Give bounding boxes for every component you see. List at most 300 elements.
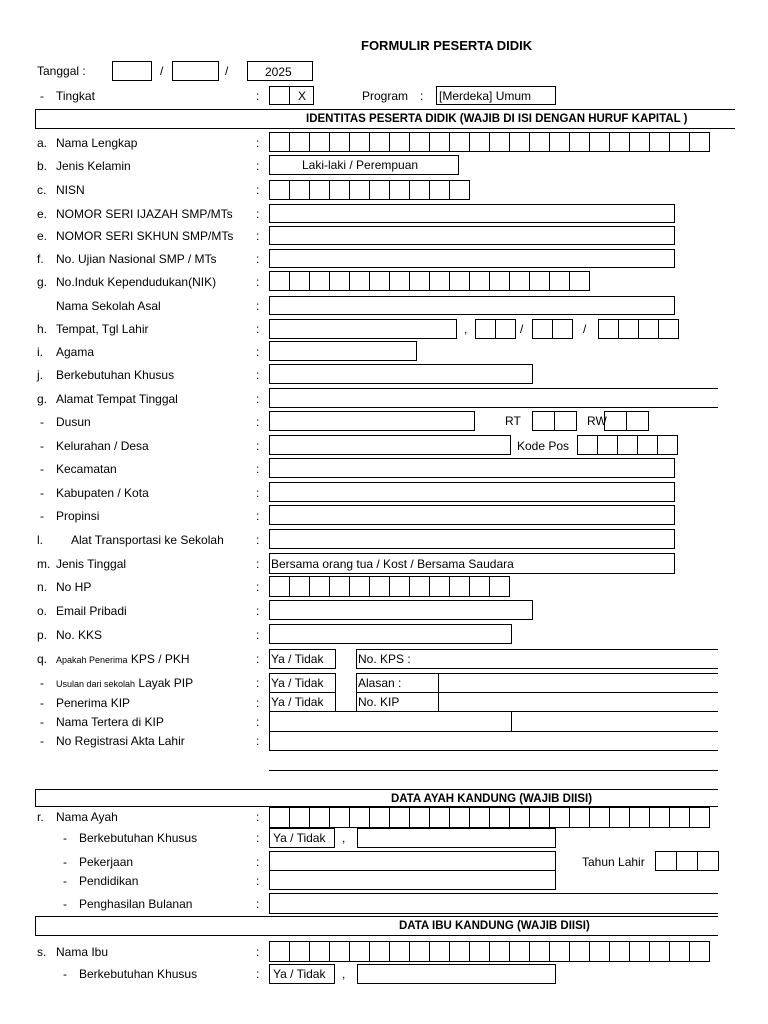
nik-cell[interactable]	[309, 271, 330, 291]
nama-lengkap-cell[interactable]	[309, 132, 330, 152]
tingkat-box-2[interactable]	[289, 86, 314, 105]
nama-ayah-cell[interactable]	[289, 807, 310, 828]
nama-ayah-cell[interactable]	[569, 807, 590, 828]
colon: :	[256, 580, 260, 594]
rt-cell[interactable]	[554, 411, 577, 431]
ayah-tahun-lahir-label: Tahun Lahir	[582, 855, 645, 869]
rt-label: RT	[505, 414, 521, 428]
colon: :	[256, 183, 260, 197]
ayah-bk-value: Ya / Tidak	[273, 831, 326, 845]
nama-lengkap-cell[interactable]	[629, 132, 650, 152]
field-prefix: m.	[37, 557, 51, 571]
kps-label-small: Apakah Penerima	[56, 655, 128, 665]
nisn-cell[interactable]	[309, 180, 330, 200]
ayah-penghasilan-label: Penghasilan Bulanan	[79, 897, 193, 911]
nama-ayah-cell[interactable]	[669, 807, 690, 828]
kode-pos-label: Kode Pos	[517, 439, 570, 453]
nisn-cell[interactable]	[269, 180, 290, 200]
no-hp-cell[interactable]	[389, 576, 410, 597]
tgl-lahir-year-cell[interactable]	[638, 319, 659, 339]
tanggal-year-value: 2025	[265, 65, 292, 79]
nama-ibu-cell[interactable]	[369, 941, 390, 962]
ayah-pendidikan-box[interactable]	[269, 870, 556, 890]
comma: ,	[464, 322, 468, 336]
nama-ibu-label: Nama Ibu	[56, 945, 109, 959]
nama-lengkap-cell[interactable]	[429, 132, 450, 152]
nama-ibu-cell[interactable]	[609, 941, 630, 962]
tgl-lahir-day-cell[interactable]	[475, 319, 496, 339]
colon: :	[256, 652, 260, 666]
ayah-tahun-lahir-cell[interactable]	[697, 851, 719, 871]
dash: -	[40, 734, 44, 748]
section-ayah-title: DATA AYAH KANDUNG (WAJIB DIISI)	[391, 793, 593, 805]
kode-pos-cell[interactable]	[657, 435, 678, 455]
colon: :	[256, 696, 260, 710]
nama-ayah-cell[interactable]	[489, 807, 510, 828]
field-prefix: -	[40, 415, 44, 429]
tanggal-month-box[interactable]	[172, 61, 219, 81]
nama-ayah-cell[interactable]	[369, 807, 390, 828]
tgl-lahir-year-cell[interactable]	[658, 319, 679, 339]
colon: :	[256, 557, 260, 571]
field-label: No. KKS	[56, 628, 103, 642]
date-separator: /	[583, 322, 587, 336]
no-hp-cell[interactable]	[489, 576, 510, 597]
section-ibu-title: DATA IBU KANDUNG (WAJIB DIISI)	[399, 920, 590, 932]
colon: :	[256, 855, 260, 869]
field-prefix: c.	[37, 183, 47, 197]
field-label: Propinsi	[56, 509, 100, 523]
colon: :	[256, 89, 260, 103]
jenis-kelamin-box[interactable]	[269, 155, 459, 175]
nama-ayah-cell[interactable]	[649, 807, 670, 828]
date-separator: /	[160, 64, 164, 78]
colon: :	[256, 945, 260, 959]
nama-lengkap-cell[interactable]	[669, 132, 690, 152]
no-kps-label: No. KPS :	[358, 652, 411, 666]
ujian-nasional-box[interactable]	[269, 249, 675, 268]
no-hp-cell[interactable]	[269, 576, 290, 597]
nama-ibu-cell[interactable]	[569, 941, 590, 962]
kelurahan-box[interactable]	[269, 435, 511, 455]
nama-ibu-cell[interactable]	[449, 941, 470, 962]
colon: :	[256, 486, 260, 500]
nama-ayah-cell[interactable]	[689, 807, 710, 828]
nik-cell[interactable]	[489, 271, 510, 291]
kip-yes-no-box[interactable]	[269, 692, 336, 712]
tanggal-year-box[interactable]	[247, 61, 313, 81]
colon: :	[256, 136, 260, 150]
nama-lengkap-cell[interactable]	[389, 132, 410, 152]
nama-ibu-cell[interactable]	[509, 941, 530, 962]
nama-lengkap-cell[interactable]	[589, 132, 610, 152]
field-label: Kelurahan / Desa	[56, 439, 149, 453]
colon: :	[256, 676, 260, 690]
section-identitas-title: IDENTITAS PESERTA DIDIK (WAJIB DI ISI DENGAN HURUF KAPITAL )	[306, 113, 688, 125]
field-prefix: -	[40, 509, 44, 523]
tgl-lahir-day-cell[interactable]	[495, 319, 516, 339]
nama-ibu-cell[interactable]	[489, 941, 510, 962]
field-label: Agama	[56, 345, 95, 359]
field-prefix: b.	[37, 159, 48, 173]
tgl-lahir-month-cell[interactable]	[532, 319, 553, 339]
akta-label: No Registrasi Akta Lahir	[56, 734, 185, 748]
dash: -	[63, 897, 67, 911]
email-box[interactable]	[269, 600, 533, 620]
kps-yes-no-box[interactable]	[269, 649, 336, 669]
nik-cell[interactable]	[289, 271, 310, 291]
jenis-tinggal-value: Bersama orang tua / Kost / Bersama Saudara	[271, 557, 514, 571]
field-prefix: n.	[37, 580, 48, 594]
nama-lengkap-cell[interactable]	[449, 132, 470, 152]
nik-cell[interactable]	[529, 271, 550, 291]
no-hp-cell[interactable]	[409, 576, 430, 597]
field-prefix: -	[40, 462, 44, 476]
field-label: Nama Sekolah Asal	[56, 299, 161, 313]
ayah-bk-detail-box[interactable]	[357, 828, 556, 848]
nama-ayah-cell[interactable]	[409, 807, 430, 828]
field-label: Jenis Kelamin	[56, 159, 131, 173]
nama-ibu-cell[interactable]	[269, 941, 290, 962]
field-label: No HP	[56, 580, 92, 594]
field-label: Dusun	[56, 415, 91, 429]
nama-ayah-cell[interactable]	[309, 807, 330, 828]
no-hp-cell[interactable]	[329, 576, 350, 597]
tempat-lahir-box[interactable]	[269, 319, 457, 339]
nisn-cell[interactable]	[329, 180, 350, 200]
nama-lengkap-cell[interactable]	[549, 132, 570, 152]
kode-pos-cell[interactable]	[637, 435, 658, 455]
ayah-bk-box[interactable]	[269, 828, 335, 848]
tingkat-label: Tingkat	[56, 89, 95, 103]
ibu-bk-box[interactable]	[269, 964, 335, 984]
colon: :	[256, 322, 260, 336]
nama-lengkap-cell[interactable]	[489, 132, 510, 152]
tgl-lahir-year-cell[interactable]	[618, 319, 639, 339]
no-hp-cell[interactable]	[469, 576, 490, 597]
nik-cell[interactable]	[349, 271, 370, 291]
ibu-bk-value: Ya / Tidak	[273, 967, 326, 981]
field-prefix: -	[40, 439, 44, 453]
colon: :	[256, 967, 260, 981]
ayah-pekerjaan-label: Pekerjaan	[79, 855, 134, 869]
field-label: NOMOR SERI SKHUN SMP/MTs	[56, 229, 234, 243]
nama-ayah-cell[interactable]	[389, 807, 410, 828]
field-prefix: p.	[37, 628, 48, 642]
nama-ayah-cell[interactable]	[449, 807, 470, 828]
dash: -	[40, 89, 44, 103]
program-label: Program	[362, 89, 409, 103]
nisn-cell[interactable]	[429, 180, 450, 200]
kps-label: KPS / PKH	[130, 652, 190, 666]
kode-pos-cell[interactable]	[597, 435, 618, 455]
nama-ibu-cell[interactable]	[329, 941, 350, 962]
dash: -	[40, 676, 44, 690]
nik-cell[interactable]	[469, 271, 490, 291]
dash: -	[63, 831, 67, 845]
colon: :	[420, 89, 424, 103]
pip-label: Layak PIP	[138, 676, 194, 690]
nama-ibu-cell[interactable]	[589, 941, 610, 962]
nik-cell[interactable]	[369, 271, 390, 291]
no-hp-cell[interactable]	[449, 576, 470, 597]
field-label: Nama Lengkap	[56, 136, 138, 150]
tingkat-value: X	[298, 89, 307, 103]
nama-ayah-cell[interactable]	[329, 807, 350, 828]
colon: :	[256, 533, 260, 547]
colon: :	[256, 509, 260, 523]
field-prefix: e.	[37, 207, 48, 221]
nama-ayah-cell[interactable]	[589, 807, 610, 828]
nama-ayah-cell[interactable]	[429, 807, 450, 828]
dash: -	[63, 855, 67, 869]
no-hp-cell[interactable]	[369, 576, 390, 597]
nik-cell[interactable]	[549, 271, 570, 291]
kps-value: Ya / Tidak	[271, 652, 324, 666]
colon: :	[256, 275, 260, 289]
nama-ibu-cell[interactable]	[689, 941, 710, 962]
nama-lengkap-cell[interactable]	[349, 132, 370, 152]
date-separator: /	[225, 64, 229, 78]
field-prefix: a.	[37, 136, 48, 150]
nik-cell[interactable]	[389, 271, 410, 291]
nama-ayah-cell[interactable]	[469, 807, 490, 828]
rw-label: RW	[587, 414, 607, 428]
nama-ayah-cell[interactable]	[549, 807, 570, 828]
comma: ,	[342, 967, 346, 981]
kabupaten-box[interactable]	[269, 482, 675, 502]
field-prefix: g.	[37, 392, 48, 406]
nama-kip-box-2[interactable]	[511, 711, 718, 732]
colon: :	[256, 734, 260, 748]
dash: -	[40, 715, 44, 729]
field-label: Email Pribadi	[56, 604, 127, 618]
colon: :	[256, 810, 260, 824]
nama-ayah-label: Nama Ayah	[56, 810, 118, 824]
nama-lengkap-cell[interactable]	[529, 132, 550, 152]
nisn-cell[interactable]	[349, 180, 370, 200]
ayah-pekerjaan-box[interactable]	[269, 851, 556, 871]
colon: :	[256, 715, 260, 729]
nama-ibu-cell[interactable]	[349, 941, 370, 962]
nama-lengkap-cell[interactable]	[269, 132, 290, 152]
section-ibu-bar	[35, 916, 718, 936]
ayah-tahun-lahir-cell[interactable]	[655, 851, 677, 871]
nama-ibu-cell[interactable]	[529, 941, 550, 962]
field-label: Tempat, Tgl Lahir	[56, 322, 149, 336]
dusun-box[interactable]	[269, 411, 475, 431]
kip-label: Penerima KIP	[56, 696, 131, 710]
nama-kip-label: Nama Tertera di KIP	[56, 715, 164, 729]
colon: :	[256, 392, 260, 406]
nama-ibu-cell[interactable]	[629, 941, 650, 962]
comma: ,	[342, 831, 346, 845]
nik-cell[interactable]	[569, 271, 590, 291]
nama-ibu-cell[interactable]	[649, 941, 670, 962]
tanggal-label: Tanggal :	[37, 64, 86, 78]
nama-lengkap-cell[interactable]	[469, 132, 490, 152]
pip-value: Ya / Tidak	[271, 676, 324, 690]
propinsi-box[interactable]	[269, 505, 675, 525]
nama-ibu-cell[interactable]	[389, 941, 410, 962]
colon: :	[256, 368, 260, 382]
colon: :	[256, 439, 260, 453]
nama-lengkap-cell[interactable]	[329, 132, 350, 152]
berkebutuhan-khusus-box[interactable]	[269, 364, 533, 384]
alasan-label-box	[356, 673, 439, 693]
field-label: Alamat Tempat Tinggal	[56, 392, 178, 406]
field-prefix: h.	[37, 322, 48, 336]
ayah-penghasilan-box[interactable]	[269, 893, 718, 914]
divider	[269, 770, 718, 771]
skhun-box[interactable]	[269, 226, 675, 245]
field-label: No.Induk Kependudukan(NIK)	[56, 275, 217, 289]
nama-lengkap-cell[interactable]	[289, 132, 310, 152]
nisn-cell[interactable]	[409, 180, 430, 200]
nik-cell[interactable]	[449, 271, 470, 291]
nama-lengkap-cell[interactable]	[689, 132, 710, 152]
colon: :	[256, 415, 260, 429]
nama-ibu-cell[interactable]	[429, 941, 450, 962]
section-ayah-bar	[35, 789, 718, 807]
nama-ayah-cell[interactable]	[269, 807, 290, 828]
tgl-lahir-year-cell[interactable]	[598, 319, 619, 339]
sekolah-asal-box[interactable]	[269, 296, 675, 315]
ibu-bk-label: Berkebutuhan Khusus	[79, 967, 198, 981]
nik-cell[interactable]	[409, 271, 430, 291]
jenis-kelamin-value: Laki-laki / Perempuan	[302, 158, 419, 172]
nama-lengkap-cell[interactable]	[409, 132, 430, 152]
nama-lengkap-cell[interactable]	[609, 132, 630, 152]
program-box[interactable]	[436, 86, 556, 105]
field-prefix: f.	[37, 252, 44, 266]
program-value: [Merdeka] Umum	[439, 89, 532, 103]
colon: :	[256, 252, 260, 266]
field-label: NOMOR SERI IJAZAH SMP/MTs	[56, 207, 233, 221]
no-kip-label-box	[356, 692, 439, 712]
nama-ayah-cell[interactable]	[509, 807, 530, 828]
nama-ibu-cell[interactable]	[549, 941, 570, 962]
rw-cell[interactable]	[626, 411, 649, 431]
no-kip-label: No. KIP	[358, 695, 400, 709]
colon: :	[256, 628, 260, 642]
nama-ayah-cell[interactable]	[349, 807, 370, 828]
nama-ibu-cell[interactable]	[669, 941, 690, 962]
no-hp-cell[interactable]	[349, 576, 370, 597]
pip-yes-no-box[interactable]	[269, 673, 336, 693]
field-prefix: e.	[37, 229, 48, 243]
field-label: Kecamatan	[56, 462, 117, 476]
agama-box[interactable]	[269, 341, 417, 361]
alasan-box[interactable]	[438, 673, 718, 693]
transportasi-box[interactable]	[269, 529, 675, 549]
field-prefix: i.	[37, 345, 43, 359]
nisn-cell[interactable]	[389, 180, 410, 200]
nisn-cell[interactable]	[369, 180, 390, 200]
ibu-bk-detail-box[interactable]	[357, 964, 556, 984]
nama-ayah-cell[interactable]	[629, 807, 650, 828]
field-prefix: j.	[37, 368, 43, 382]
nama-ibu-cell[interactable]	[409, 941, 430, 962]
rt-cell[interactable]	[532, 411, 555, 431]
dash: -	[40, 696, 44, 710]
tgl-lahir-month-cell[interactable]	[552, 319, 573, 339]
kks-box[interactable]	[269, 624, 512, 644]
field-prefix: -	[40, 486, 44, 500]
nama-ayah-cell[interactable]	[529, 807, 550, 828]
kecamatan-box[interactable]	[269, 458, 675, 478]
kode-pos-cell[interactable]	[577, 435, 598, 455]
nik-cell[interactable]	[269, 271, 290, 291]
colon: :	[256, 462, 260, 476]
colon: :	[256, 897, 260, 911]
nama-lengkap-cell[interactable]	[509, 132, 530, 152]
field-label: Jenis Tinggal	[56, 557, 127, 571]
ibu-prefix: s.	[37, 945, 47, 959]
nama-ibu-cell[interactable]	[309, 941, 330, 962]
tingkat-box-1[interactable]	[269, 86, 290, 105]
field-prefix: g.	[37, 275, 48, 289]
field-label: NISN	[56, 183, 85, 197]
pip-label-small: Usulan dari sekolah	[56, 679, 136, 689]
colon: :	[256, 874, 260, 888]
ayah-tahun-lahir-cell[interactable]	[676, 851, 698, 871]
colon: :	[256, 159, 260, 173]
akta-box[interactable]	[269, 731, 718, 751]
nama-lengkap-cell[interactable]	[369, 132, 390, 152]
nama-lengkap-cell[interactable]	[649, 132, 670, 152]
field-prefix: l.	[37, 533, 43, 547]
nama-ibu-cell[interactable]	[469, 941, 490, 962]
no-kip-box[interactable]	[438, 692, 718, 712]
colon: :	[256, 604, 260, 618]
no-kps-box[interactable]	[356, 649, 718, 669]
no-hp-cell[interactable]	[289, 576, 310, 597]
colon: :	[256, 207, 260, 221]
no-hp-cell[interactable]	[429, 576, 450, 597]
jenis-tinggal-box[interactable]	[269, 553, 675, 574]
ayah-prefix: r.	[37, 810, 44, 824]
dash: -	[63, 874, 67, 888]
rw-cell[interactable]	[604, 411, 627, 431]
section-identitas-bar	[35, 109, 735, 129]
ijazah-box[interactable]	[269, 204, 675, 223]
kps-prefix: q.	[37, 652, 48, 666]
alamat-box[interactable]	[269, 388, 718, 408]
date-separator: /	[520, 322, 524, 336]
ayah-bk-label: Berkebutuhan Khusus	[79, 831, 198, 845]
colon: :	[256, 345, 260, 359]
tanggal-day-box[interactable]	[112, 61, 152, 81]
kode-pos-cell[interactable]	[617, 435, 638, 455]
nik-cell[interactable]	[429, 271, 450, 291]
nik-cell[interactable]	[329, 271, 350, 291]
nama-lengkap-cell[interactable]	[569, 132, 590, 152]
nisn-cell[interactable]	[449, 180, 470, 200]
nama-ayah-cell[interactable]	[609, 807, 630, 828]
alasan-label: Alasan :	[358, 676, 402, 690]
field-label: Alat Transportasi ke Sekolah	[71, 533, 224, 547]
field-label: Kabupaten / Kota	[56, 486, 149, 500]
no-hp-cell[interactable]	[309, 576, 330, 597]
colon: :	[256, 229, 260, 243]
nama-kip-box[interactable]	[269, 711, 512, 732]
nama-ibu-cell[interactable]	[289, 941, 310, 962]
nik-cell[interactable]	[509, 271, 530, 291]
colon: :	[256, 831, 260, 845]
dash: -	[63, 967, 67, 981]
nisn-cell[interactable]	[289, 180, 310, 200]
